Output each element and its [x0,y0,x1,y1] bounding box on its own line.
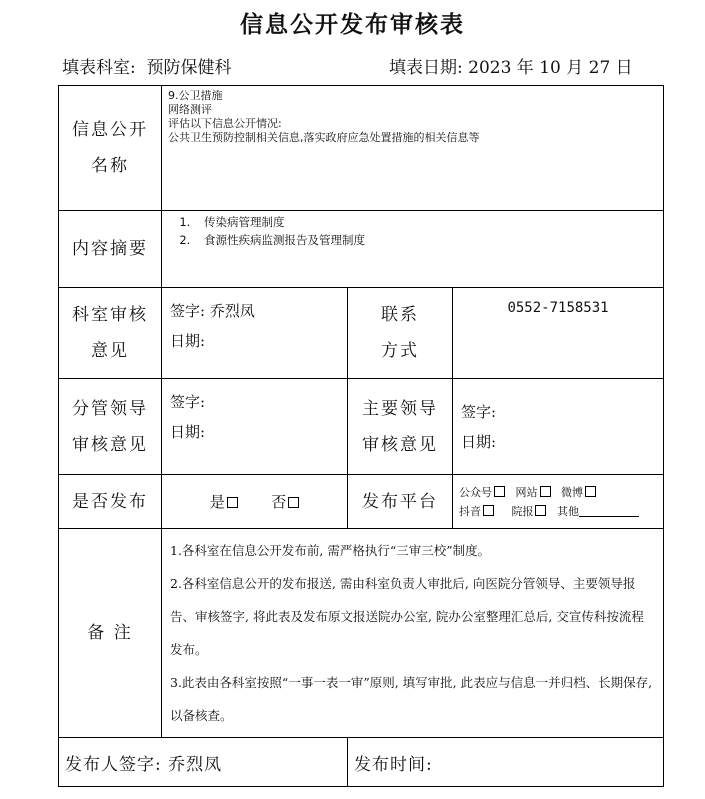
platform-option-other[interactable] [557,505,639,518]
leader-sign-label: 签字: [170,393,206,411]
platform-label-text: 其他 [556,504,579,518]
checkbox-icon[interactable] [535,505,546,516]
platform-label-text: 院报 [511,504,534,518]
row-info-name [59,86,664,211]
summary-item: 2. 食源性疾病监测报告及管理制度 [194,231,663,249]
dept-review-sign-cell[interactable] [162,288,348,379]
platform-row [459,483,657,502]
platform-row [459,502,657,521]
row-summary [59,211,664,288]
info-name-line: 网络测评 [168,103,212,116]
summary-item: 1. 传染病管理制度 [194,213,663,231]
contact-label-line1: 联系 [381,305,419,325]
leader-review-sign-cell[interactable] [162,379,348,475]
info-name-line: 公共卫生预防控制相关信息,落实政府应急处置措施的相关信息等 [168,131,480,144]
checkbox-icon[interactable] [494,486,505,497]
leader-review-label-line2: 审核意见 [72,434,148,455]
row-notes [59,529,664,738]
dept-date-label: 日期: [170,332,206,350]
contact-phone[interactable]: 0552-7158531 [453,288,664,379]
publish-yes-option[interactable] [210,493,238,511]
publisher-sign-label: 发布人签字: 乔烈凤 [65,754,223,775]
platform-label-text: 网站 [515,485,538,499]
row-publish [59,475,664,529]
publish-yes-label: 是 [209,493,225,511]
publisher-sign-cell[interactable] [59,738,348,787]
dept-sign-label: 签字: 乔烈凤 [170,302,255,320]
platform-option[interactable] [516,486,551,499]
publish-no-label: 否 [271,493,287,511]
dept-field [62,53,232,78]
main-leader-sign-cell[interactable] [453,379,664,475]
platform-option[interactable] [459,505,494,518]
checkbox-icon[interactable] [288,497,299,508]
publish-time-label: 发布时间: [354,754,433,775]
info-name-label-line1: 信息公开 [72,120,148,140]
row-dept-review [59,288,664,379]
platform-options [453,475,664,529]
notes-label: 备 注 [59,529,162,738]
leader-review-label-line1: 分管领导 [72,398,148,419]
publish-time-cell[interactable] [348,738,664,787]
platform-option[interactable] [459,486,505,499]
checkbox-icon[interactable] [227,497,238,508]
checkbox-icon[interactable] [585,486,596,497]
other-input-line[interactable] [579,506,639,517]
note-paragraph: 2.各科室信息公开的发布报送, 需由科室负责人审批后, 向医院分管领导、主要领导报告、审核签字, 将此表及发布原文报送院办公室, 院办公室整理汇总后, 交宣传科按流程发布。 [170,576,644,657]
info-name-content[interactable] [162,86,664,211]
review-form-table [58,85,664,787]
summary-content[interactable] [162,211,664,288]
dept-review-label-line2: 意见 [91,341,129,361]
platform-label-text: 抖音 [459,504,481,518]
platform-option[interactable] [561,486,596,499]
fill-date: 填表日期: 2023 年 10 月 27 日 [389,58,633,78]
main-leader-label-line1: 主要领导 [362,398,438,419]
checkbox-icon[interactable] [483,505,494,516]
platform-label: 发布平台 [348,475,453,529]
main-sign-label: 签字: [461,403,497,421]
leader-date-label: 日期: [170,423,206,441]
contact-label-line2: 方式 [381,341,419,361]
row-footer [59,738,664,787]
dept-value: 预防保健科 [146,58,232,78]
note-paragraph: 3.此表由各科室按照“一事一表一审”原则, 填写审批, 此表应与信息一并归档、长期保存, 以备核查。 [170,675,653,723]
form-title: 信息公开发布审核表 [240,12,465,38]
main-leader-label [348,379,453,475]
info-name-label-line2: 名称 [91,156,129,176]
platform-label-text: 微博 [561,485,583,499]
summary-label: 内容摘要 [59,211,162,288]
leader-review-label [59,379,162,475]
checkbox-icon[interactable] [540,486,551,497]
info-name-line: 9.公卫措施 [168,89,223,102]
platform-label-text: 公众号 [459,485,492,499]
notes-content [162,529,664,738]
row-leader-review [59,379,664,475]
dept-review-label [59,288,162,379]
main-leader-label-line2: 审核意见 [362,434,438,455]
publish-options [162,475,348,529]
summary-list [162,211,663,249]
publish-label: 是否发布 [59,475,162,529]
main-date-label: 日期: [461,433,497,451]
publish-no-option[interactable] [271,493,299,511]
contact-label [348,288,453,379]
dept-label: 填表科室: [62,58,136,78]
dept-review-label-line1: 科室审核 [72,305,148,325]
note-paragraph: 1.各科室在信息公开发布前, 需严格执行“三审三校”制度。 [170,543,491,558]
info-name-line: 评估以下信息公开情况: [168,117,282,130]
info-name-label [59,86,162,211]
platform-option[interactable] [511,505,546,518]
